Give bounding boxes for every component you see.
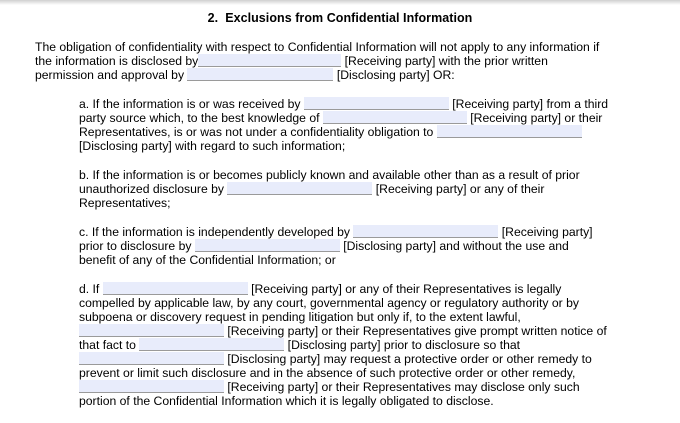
item-d-line-4 [79,324,607,338]
receiving-party-field[interactable] [198,54,341,67]
receiving-party-field[interactable] [79,380,224,393]
item-d-text: [Receiving party] or any of their Representatives is legally [247,282,562,296]
receiving-party-field[interactable] [227,182,372,195]
item-d-text: portion of the Confidential Information which it is legally obligated to disclose. [79,394,494,408]
item-b-text: Representatives; [79,196,171,210]
intro-line-1 [35,40,599,54]
item-d-line-7 [79,366,575,380]
disclosing-party-field[interactable] [79,352,224,365]
item-c-line-2 [79,239,569,253]
item-d-text: that fact to [79,338,140,352]
top-shadow [0,0,680,5]
item-d-line-3 [79,310,521,324]
item-b-line-3 [79,196,170,210]
disclosing-party-field[interactable] [437,125,582,138]
item-a-text: party source which, to the best knowledge of [79,111,323,125]
item-b-text: b. If the information is or becomes publicly known and available other than as a result of prior [79,168,580,182]
item-a-line-2 [79,111,602,125]
disclosing-party-field[interactable] [139,338,284,351]
receiving-party-field[interactable] [79,324,224,337]
item-b-line-1 [79,168,580,182]
item-c-line-3 [79,253,336,267]
item-a-text: a. If the information is or was received by [79,97,304,111]
item-c-text: prior to disclosure by [79,239,195,253]
item-d-text: subpoena or discovery request in pending litigation but only if, to the extent lawful, [79,310,521,324]
item-a-line-1 [79,97,608,111]
receiving-party-field[interactable] [353,225,498,238]
item-d-line-6 [79,352,592,366]
item-d-line-8 [79,380,580,394]
item-a-text: [Disclosing party] with regard to such information; [79,139,346,153]
intro-text: The obligation of confidentiality with respect to Confidential Information will not apply to any information if [35,40,600,54]
item-c-text: c. If the information is independently developed by [79,225,354,239]
intro-text: [Disclosing party] OR: [333,68,455,82]
disclosing-party-field[interactable] [187,68,333,81]
item-d-text: [Receiving party] or their Representatives may disclose only such [224,380,580,394]
item-d-text: [Disclosing party] prior to disclosure so that [284,338,521,352]
item-c-text: benefit of any of the Confidential Information; or [79,253,336,267]
disclosing-party-field[interactable] [195,239,340,252]
intro-line-3 [35,68,455,82]
item-d-text: [Receiving party] or their Representatives give prompt written notice of [224,324,607,338]
receiving-party-field[interactable] [304,97,449,110]
item-d-text: d. If [79,282,103,296]
item-a-line-4 [79,139,345,153]
receiving-party-field[interactable] [103,282,248,295]
intro-line-2 [35,54,548,68]
item-d-line-1 [79,282,561,296]
item-b-text: [Receiving party] or any of their [372,182,545,196]
item-c-line-1 [79,225,593,239]
receiving-party-field[interactable] [323,111,467,124]
item-a-line-3 [79,125,582,139]
item-b-line-2 [79,182,544,196]
item-d-text: prevent or limit such disclosure and in the absence of such protective order or other remedy, [79,366,576,380]
item-c-text: [Disclosing party] and without the use and [339,239,569,253]
item-d-text: [Disclosing party] may request a protective order or other remedy to [224,352,592,366]
item-d-line-5 [79,338,520,352]
item-a-text: Representatives, is or was not under a confidentiality obligation to [79,125,437,139]
section-title: 2. Exclusions from Confidential Information [207,11,473,25]
intro-text: the information is disclosed by [35,54,199,68]
item-b-text: unauthorized disclosure by [79,182,228,196]
item-d-line-9 [79,394,494,408]
item-d-text: compelled by applicable law, by any court, governmental agency or regulatory authority or by [79,296,579,310]
item-a-text: [Receiving party] from a third [448,97,609,111]
intro-text: permission and approval by [35,68,188,82]
intro-text: [Receiving party] with the prior written [341,54,548,68]
item-c-text: [Receiving party] [498,225,593,239]
item-a-text: [Receiving party] or their [466,111,603,125]
item-d-line-2 [79,296,579,310]
